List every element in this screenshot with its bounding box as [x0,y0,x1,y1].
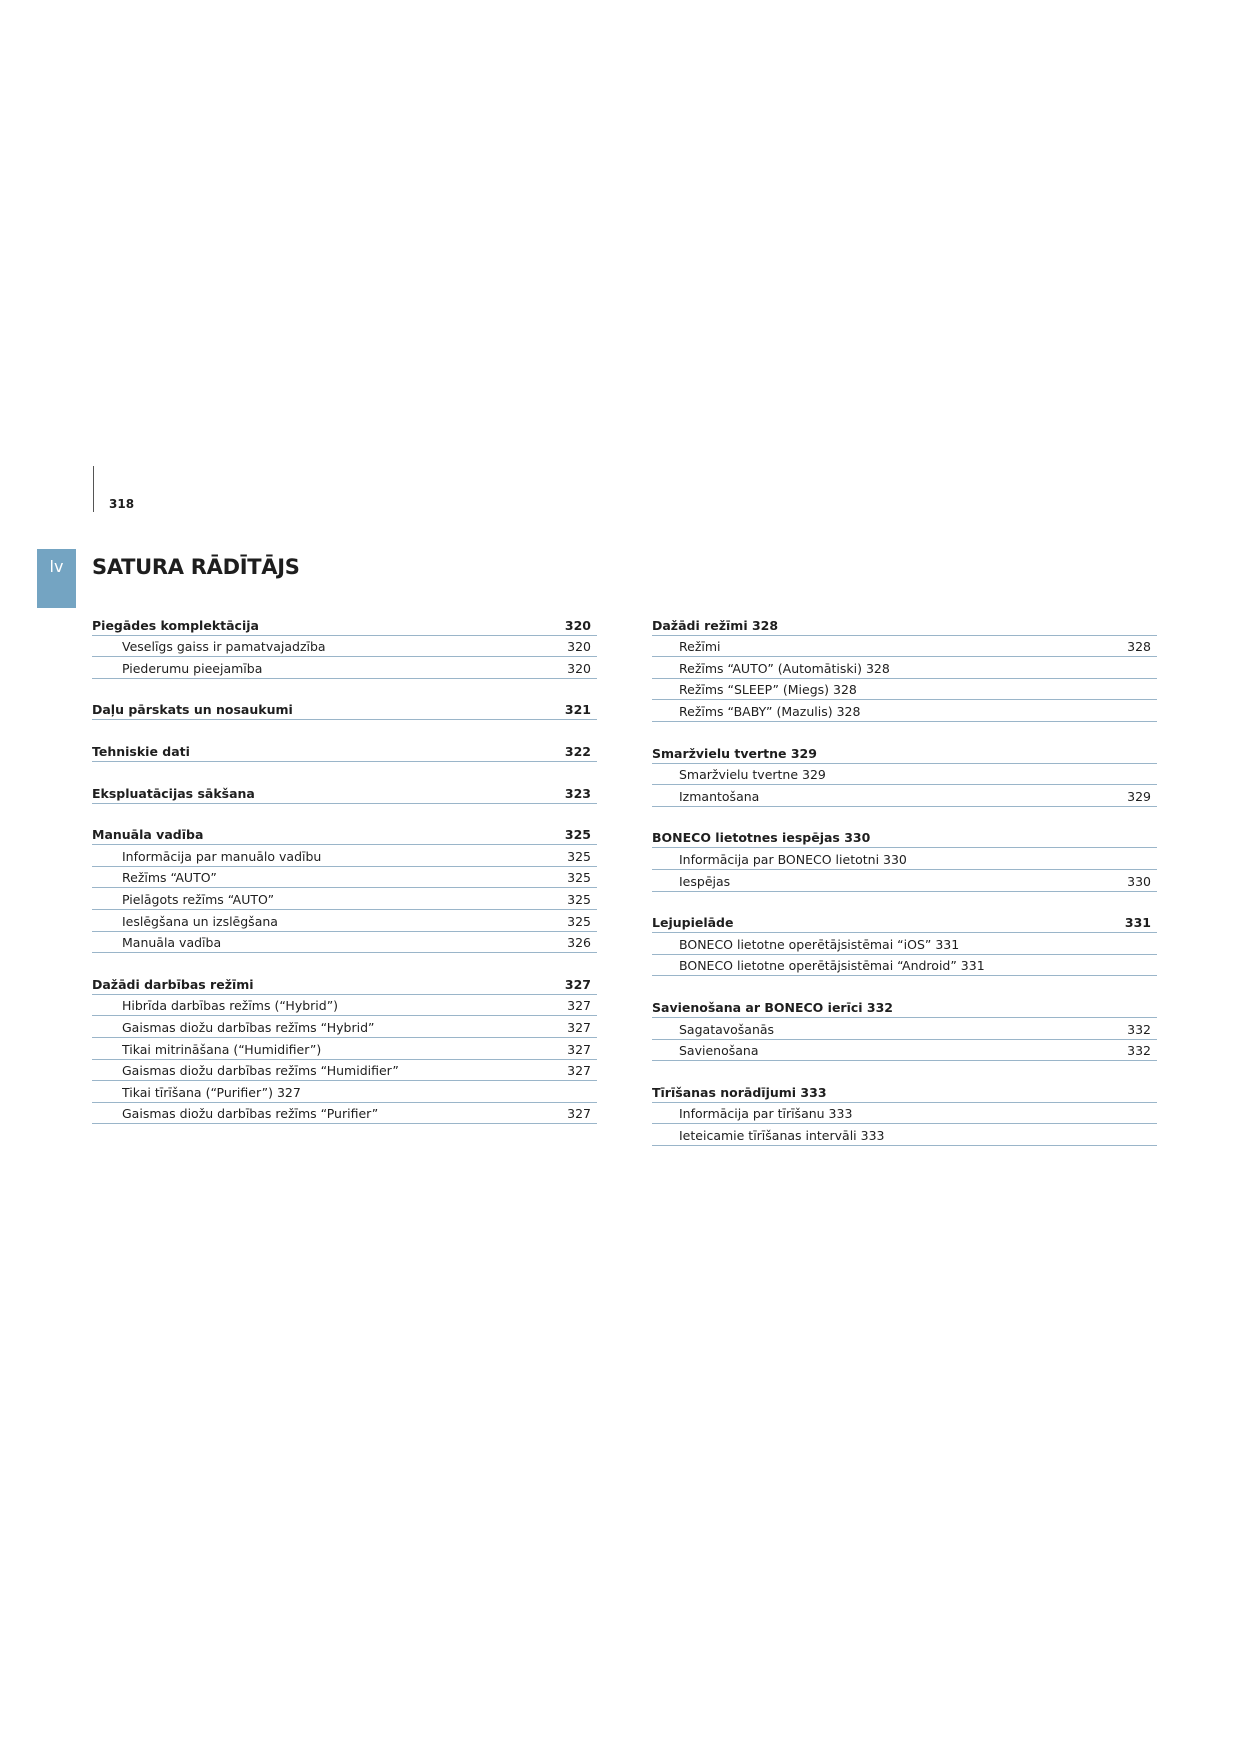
toc-heading-text: Daļu pārskats un nosaukumi [92,702,293,718]
toc-section [652,912,1157,977]
toc-heading[interactable] [652,827,1157,849]
toc-entry-text: Smaržvielu tvertne 329 [679,767,826,783]
toc-section [92,740,597,762]
toc-heading-text: Dažādi darbības režīmi [92,976,254,992]
toc-section [652,827,1157,892]
toc-entry[interactable] [92,657,597,679]
toc-entry-page: 328 [1127,639,1151,655]
toc-entry-page: 327 [567,1041,591,1057]
toc-heading[interactable] [652,742,1157,764]
toc-heading-text: BONECO lietotnes iespējas 330 [652,830,871,846]
toc-entry[interactable] [652,870,1157,892]
toc-heading[interactable] [92,973,597,995]
toc-entry-page: 327 [567,1063,591,1079]
toc-entry-text: Ieslēgšana un izslēgšana [122,913,278,929]
toc-entry-text: Izmantošana [679,788,760,804]
toc-section [92,782,597,804]
toc-entry-page: 320 [567,660,591,676]
toc-heading-page: 321 [564,702,591,718]
toc-entry-page: 320 [567,639,591,655]
toc-entry[interactable] [652,1124,1157,1146]
toc-entry-text: Ieteicamie tīrīšanas intervāli 333 [679,1127,885,1143]
toc-entry-page: 325 [567,848,591,864]
page-number: 318 [109,497,135,511]
toc-entry[interactable] [92,1016,597,1038]
toc-entry-text: Iespējas [679,873,731,889]
toc-entry-page: 325 [567,870,591,886]
toc-entry[interactable] [92,845,597,867]
toc-heading-text: Ekspluatācijas sākšana [92,785,255,801]
toc-entry[interactable] [652,1018,1157,1040]
toc-entry[interactable] [652,636,1157,658]
toc-left-column [92,614,597,1144]
toc-entry[interactable] [92,1060,597,1082]
toc-entry[interactable] [92,1081,597,1103]
toc-entry-text: Informācija par manuālo vadību [122,848,322,864]
toc-entry-text: Piederumu pieejamība [122,660,263,676]
toc-entry-page: 332 [1127,1021,1151,1037]
toc-entry[interactable] [92,888,597,910]
toc-heading-text: Tehniskie dati [92,743,190,759]
toc-entry-page: 330 [1127,873,1151,889]
toc-right-column [652,614,1157,1166]
toc-entry-text: Veselīgs gaiss ir pamatvajadzība [122,639,326,655]
toc-heading[interactable] [92,782,597,804]
toc-entry-text: Informācija par BONECO lietotni 330 [679,851,907,867]
toc-section [652,614,1157,722]
toc-heading[interactable] [652,996,1157,1018]
toc-entry[interactable] [652,679,1157,701]
toc-section [92,824,597,954]
toc-entry-text: Gaismas diožu darbības režīms “Purifier” [122,1106,379,1122]
toc-entry-text: Manuāla vadība [122,935,222,951]
toc-entry-text: Hibrīda darbības režīms (“Hybrid”) [122,998,339,1014]
toc-heading-text: Tīrīšanas norādījumi 333 [652,1084,827,1100]
toc-entry[interactable] [92,636,597,658]
toc-heading[interactable] [92,614,597,636]
toc-section [652,1081,1157,1146]
page-number-rule [93,466,94,512]
toc-section [652,742,1157,807]
toc-entry-page: 325 [567,891,591,907]
toc-entry-text: Savienošana [679,1043,759,1059]
toc-heading[interactable] [92,699,597,721]
toc-section [92,614,597,679]
toc-entry[interactable] [92,910,597,932]
toc-entry-text: Režīms “AUTO” (Automātiski) 328 [679,660,890,676]
toc-entry[interactable] [652,657,1157,679]
toc-entry-page: 327 [567,1019,591,1035]
toc-heading-page: 323 [564,785,591,801]
page-title: SATURA RĀDĪTĀJS [92,555,300,579]
toc-entry-text: Sagatavošanās [679,1021,775,1037]
toc-heading[interactable] [652,912,1157,934]
toc-heading[interactable] [92,824,597,846]
toc-entry[interactable] [652,933,1157,955]
toc-entry-page: 332 [1127,1043,1151,1059]
toc-entry-text: Režīms “AUTO” [122,870,217,886]
toc-section [92,699,597,721]
toc-heading[interactable] [92,740,597,762]
toc-entry[interactable] [652,848,1157,870]
toc-heading-text: Dažādi režīmi 328 [652,617,779,633]
toc-heading-page: 327 [564,976,591,992]
toc-section [652,996,1157,1061]
toc-heading-page: 320 [564,617,591,633]
toc-entry[interactable] [92,1103,597,1125]
toc-entry[interactable] [652,1103,1157,1125]
toc-entry-text: Gaismas diožu darbības režīms “Hybrid” [122,1019,375,1035]
toc-heading[interactable] [652,614,1157,636]
toc-heading[interactable] [652,1081,1157,1103]
toc-entry-page: 327 [567,998,591,1014]
toc-heading-page: 325 [564,827,591,843]
toc-heading-text: Savienošana ar BONECO ierīci 332 [652,999,894,1015]
toc-entry[interactable] [92,1038,597,1060]
toc-entry-page: 325 [567,913,591,929]
language-tab: lv [37,549,76,608]
toc-entry-text: Režīms “BABY” (Mazulis) 328 [679,703,861,719]
toc-heading-text: Manuāla vadība [92,827,204,843]
toc-heading-page: 331 [1124,915,1151,931]
toc-entry[interactable] [92,867,597,889]
toc-entry-page: 329 [1127,788,1151,804]
toc-entry-text: Tikai mitrināšana (“Humidifier”) [122,1041,322,1057]
toc-entry[interactable] [652,700,1157,722]
toc-heading-text: Piegādes komplektācija [92,617,259,633]
toc-entry-text: Gaismas diožu darbības režīms “Humidifier” [122,1063,399,1079]
toc-heading-text: Lejupielāde [652,915,734,931]
toc-entry-text: Pielāgots režīms “AUTO” [122,891,275,907]
toc-entry-text: Informācija par tīrīšanu 333 [679,1106,853,1122]
toc-entry-text: Tikai tīrīšana (“Purifier”) 327 [122,1084,301,1100]
toc-heading-page: 322 [564,743,591,759]
toc-entry[interactable] [92,995,597,1017]
toc-entry[interactable] [92,932,597,954]
toc-entry[interactable] [652,785,1157,807]
toc-entry-text: Režīms “SLEEP” (Miegs) 328 [679,682,857,698]
toc-entry-text: BONECO lietotne operētājsistēmai “iOS” 331 [679,936,960,952]
toc-heading-text: Smaržvielu tvertne 329 [652,745,817,761]
toc-entry[interactable] [652,764,1157,786]
toc-entry-text: Režīmi [679,639,721,655]
toc-entry-page: 326 [567,935,591,951]
toc-entry-text: BONECO lietotne operētājsistēmai “Android” 331 [679,958,985,974]
toc-entry-page: 327 [567,1106,591,1122]
toc-entry[interactable] [652,955,1157,977]
toc-entry[interactable] [652,1040,1157,1062]
toc-section [92,973,597,1124]
